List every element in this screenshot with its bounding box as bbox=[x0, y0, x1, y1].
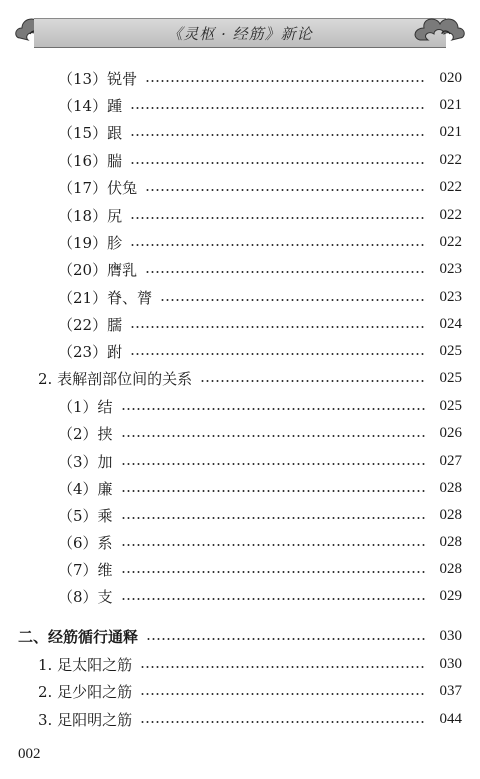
toc-entry-page: 023 bbox=[439, 288, 462, 305]
dot-leader bbox=[145, 189, 426, 191]
toc-entry-label: （16）腨 bbox=[58, 151, 123, 170]
toc-entry-label: （22）臑 bbox=[58, 315, 123, 334]
toc-entry[interactable] bbox=[58, 478, 462, 498]
toc-entry[interactable] bbox=[58, 232, 462, 252]
dot-leader bbox=[200, 380, 426, 382]
toc-entry-page: 024 bbox=[439, 315, 462, 332]
toc-entry-page: 022 bbox=[439, 206, 462, 223]
toc-entry-label: （5）乘 bbox=[58, 506, 113, 525]
toc-entry-page: 028 bbox=[439, 506, 462, 523]
toc-entry[interactable] bbox=[58, 287, 462, 307]
toc-entry[interactable] bbox=[58, 423, 462, 443]
toc-entry-label: （15）跟 bbox=[58, 123, 123, 142]
toc-entry[interactable] bbox=[38, 654, 462, 674]
header-title: 《灵枢 · 经筋》新论 bbox=[167, 25, 313, 43]
toc-entry[interactable] bbox=[58, 150, 462, 170]
dot-leader bbox=[121, 571, 426, 573]
toc-entry-label: （23）跗 bbox=[58, 342, 123, 361]
toc-entry[interactable] bbox=[58, 177, 462, 197]
dot-leader bbox=[121, 435, 426, 437]
toc-entry-label: （2）挟 bbox=[58, 424, 113, 443]
toc-entry-label: （19）胗 bbox=[58, 233, 123, 252]
toc-entry[interactable] bbox=[58, 451, 462, 471]
toc-entry[interactable] bbox=[58, 68, 462, 88]
dot-leader bbox=[130, 244, 426, 246]
toc-entry[interactable] bbox=[58, 505, 462, 525]
toc-entry-label: （14）踵 bbox=[58, 96, 123, 115]
toc-entry-page: 044 bbox=[439, 710, 462, 727]
toc-entry-label: （13）锐骨 bbox=[58, 69, 138, 88]
dot-leader bbox=[130, 107, 426, 109]
toc-entry-page: 028 bbox=[439, 479, 462, 496]
toc-entry[interactable] bbox=[38, 681, 462, 701]
toc-entry-label: （17）伏兔 bbox=[58, 178, 138, 197]
toc-entry[interactable] bbox=[38, 709, 462, 729]
dot-leader bbox=[146, 638, 426, 640]
toc-entry-label: 3. 足阳明之筋 bbox=[38, 710, 133, 729]
toc-entry[interactable] bbox=[58, 95, 462, 115]
dot-leader bbox=[130, 134, 426, 136]
toc-entry[interactable] bbox=[58, 396, 462, 416]
dot-leader bbox=[121, 598, 426, 600]
toc-entry-label: （3）加 bbox=[58, 452, 113, 471]
dot-leader bbox=[121, 463, 426, 465]
toc-entry-label: （4）廉 bbox=[58, 479, 113, 498]
toc-entry-label: （6）系 bbox=[58, 533, 113, 552]
toc-entry-page: 023 bbox=[439, 260, 462, 277]
toc-entry-label: 二、经筋循行通释 bbox=[18, 627, 139, 646]
dot-leader bbox=[130, 217, 426, 219]
toc-entry-label: 1. 足太阳之筋 bbox=[38, 655, 133, 674]
toc-entry-page: 029 bbox=[439, 587, 462, 604]
toc-entry-label: （1）结 bbox=[58, 397, 113, 416]
toc-entry-page: 025 bbox=[439, 397, 462, 414]
toc-entry-page: 030 bbox=[439, 627, 462, 644]
toc-entry-label: （20）膺乳 bbox=[58, 260, 138, 279]
toc-entry[interactable] bbox=[58, 559, 462, 579]
running-header bbox=[12, 8, 468, 52]
toc-entry[interactable] bbox=[58, 586, 462, 606]
toc-entry-page: 025 bbox=[439, 369, 462, 386]
dot-leader bbox=[140, 721, 426, 723]
toc-entry-label: 2. 表解剖部位间的关系 bbox=[38, 369, 193, 388]
toc-entry[interactable] bbox=[58, 259, 462, 279]
dot-leader bbox=[130, 353, 426, 355]
toc-entry[interactable] bbox=[58, 314, 462, 334]
toc-entry-page: 028 bbox=[439, 560, 462, 577]
dot-leader bbox=[145, 271, 426, 273]
toc-entry-page: 022 bbox=[439, 233, 462, 250]
dot-leader bbox=[121, 490, 426, 492]
dot-leader bbox=[145, 80, 426, 82]
toc-entry-label: （7）维 bbox=[58, 560, 113, 579]
toc-entry-page: 021 bbox=[439, 96, 462, 113]
toc-entry[interactable] bbox=[38, 368, 462, 388]
dot-leader bbox=[130, 162, 426, 164]
toc-entry-page: 026 bbox=[439, 424, 462, 441]
toc-entry-page: 030 bbox=[439, 655, 462, 672]
dot-leader bbox=[121, 517, 426, 519]
toc-entry-page: 027 bbox=[439, 452, 462, 469]
toc-entry[interactable] bbox=[58, 205, 462, 225]
dot-leader bbox=[140, 693, 426, 695]
dot-leader bbox=[160, 299, 426, 301]
dot-leader bbox=[140, 666, 426, 668]
toc-entry-page: 028 bbox=[439, 533, 462, 550]
toc-entry[interactable] bbox=[58, 532, 462, 552]
page-number: 002 bbox=[18, 746, 41, 762]
toc-entry-label: （18）尻 bbox=[58, 206, 123, 225]
dot-leader bbox=[130, 326, 426, 328]
toc-entry-label: （21）脊、膂 bbox=[58, 288, 153, 307]
toc-entry[interactable] bbox=[58, 122, 462, 142]
dot-leader bbox=[121, 408, 426, 410]
dot-leader bbox=[121, 544, 426, 546]
toc-entry[interactable] bbox=[18, 626, 462, 646]
toc-entry-page: 022 bbox=[439, 151, 462, 168]
toc-entry-page: 037 bbox=[439, 682, 462, 699]
toc-entry-label: 2. 足少阳之筋 bbox=[38, 682, 133, 701]
toc-entry-label: （8）支 bbox=[58, 587, 113, 606]
toc-entry[interactable] bbox=[58, 341, 462, 361]
toc-entry-page: 022 bbox=[439, 178, 462, 195]
toc-entry-page: 021 bbox=[439, 123, 462, 140]
toc-entry-page: 020 bbox=[439, 69, 462, 86]
toc-entry-page: 025 bbox=[439, 342, 462, 359]
